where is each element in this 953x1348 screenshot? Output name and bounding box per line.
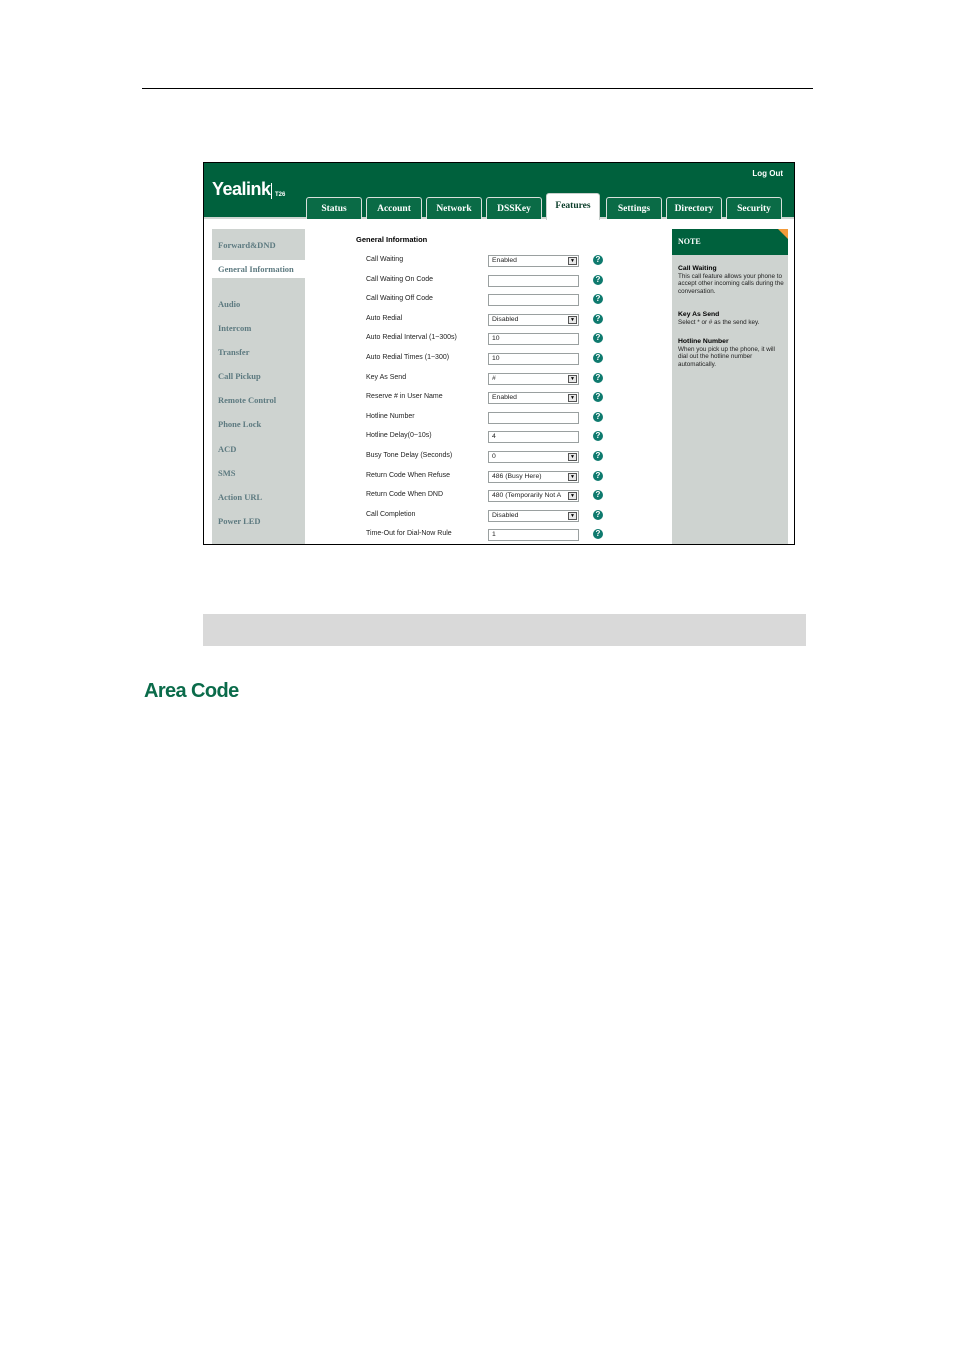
form-select[interactable]	[488, 314, 579, 326]
help-icon[interactable]: ?	[593, 255, 603, 265]
note-title: NOTE	[672, 229, 788, 255]
logout-link[interactable]: Log Out	[752, 169, 783, 178]
chevron-down-icon[interactable]: ▼	[568, 492, 577, 500]
tab-features[interactable]: Features	[546, 193, 600, 220]
form-row-label: Hotline Delay(0~10s)	[366, 432, 432, 440]
tab-network[interactable]: Network	[426, 197, 482, 219]
help-icon[interactable]: ?	[593, 275, 603, 285]
form-row-label: Hotline Number	[366, 412, 415, 420]
form-select[interactable]	[488, 392, 579, 404]
sidebar-item-acd[interactable]: ACD	[218, 444, 237, 454]
form-row-label: Return Code When DND	[366, 491, 444, 499]
form-value: 10	[492, 355, 500, 362]
sidebar-item-general-information[interactable]: General Information	[212, 260, 310, 278]
sidebar-item-forward-dnd[interactable]: Forward&DND	[218, 240, 276, 250]
note-entry-title: Key As Send	[678, 311, 720, 318]
form-value: #	[492, 374, 496, 382]
form-value: Disabled	[492, 511, 519, 519]
form-select[interactable]	[488, 255, 579, 267]
header-bar	[204, 163, 794, 219]
note-entry-title: Hotline Number	[678, 338, 729, 345]
form-value: 4	[492, 433, 496, 441]
form-row-label: Reserve # in User Name	[366, 393, 443, 401]
form-row-label: Call Completion	[366, 510, 416, 518]
help-icon[interactable]: ?	[593, 471, 603, 481]
help-icon[interactable]: ?	[593, 412, 603, 422]
sidebar-item-sms[interactable]: SMS	[218, 468, 236, 478]
form-row-label: Time-Out for Dial-Now Rule	[366, 530, 452, 538]
help-icon[interactable]: ?	[593, 529, 603, 539]
form-select[interactable]	[488, 490, 579, 502]
help-icon[interactable]: ?	[593, 353, 603, 363]
form-row-label: Key As Send	[366, 373, 407, 381]
note-corner-icon	[778, 229, 788, 239]
form-row-label: Busy Tone Delay (Seconds)	[366, 452, 453, 459]
page-top-rule	[142, 88, 813, 89]
form-value: 486 (Busy Here)	[492, 472, 542, 480]
form-value: 1	[492, 531, 496, 539]
form-row-label: Auto Redial	[366, 314, 403, 322]
sidebar-item-call-pickup[interactable]: Call Pickup	[218, 371, 261, 381]
chevron-down-icon[interactable]: ▼	[568, 394, 577, 402]
form-input[interactable]	[488, 353, 579, 365]
form-select[interactable]	[488, 451, 579, 463]
tab-dsskey[interactable]: DSSKey	[486, 197, 542, 219]
section-title: General Information	[356, 235, 428, 244]
form-select[interactable]	[488, 510, 579, 522]
help-icon[interactable]: ?	[593, 294, 603, 304]
yealink-logo: Yealink	[212, 179, 271, 199]
section-heading: Area Code	[144, 680, 239, 702]
form-value: Disabled	[492, 315, 519, 323]
form-value: Enabled	[492, 394, 517, 402]
sidebar-item-intercom[interactable]: Intercom	[218, 323, 252, 333]
note-entry	[678, 311, 784, 326]
form-value: 480 (Temporarily Not A	[492, 492, 562, 500]
form-input[interactable]	[488, 431, 579, 443]
chevron-down-icon[interactable]: ▼	[568, 316, 577, 324]
help-icon[interactable]: ?	[593, 490, 603, 500]
sidebar-item-action-url[interactable]: Action URL	[218, 492, 263, 502]
settings-form	[310, 229, 666, 545]
form-row-label: Call Waiting On Code	[366, 275, 434, 283]
logo-divider	[271, 183, 272, 199]
form-input[interactable]	[488, 333, 579, 345]
note-panel	[672, 229, 788, 545]
help-icon[interactable]: ?	[593, 314, 603, 324]
note-entry-text: This call feature allows your phone to accept other incoming calls during the conversation.	[678, 272, 784, 295]
sidebar-item-remote-control[interactable]: Remote Control	[218, 395, 277, 405]
help-icon[interactable]: ?	[593, 510, 603, 520]
form-row-label: Call Waiting Off Code	[366, 295, 433, 303]
note-entry	[678, 265, 784, 295]
web-ui-screenshot	[203, 162, 795, 545]
form-input[interactable]	[488, 275, 579, 287]
form-select[interactable]	[488, 373, 579, 385]
help-icon[interactable]: ?	[593, 373, 603, 383]
tab-security[interactable]: Security	[726, 197, 782, 219]
sidebar-item-phone-lock[interactable]: Phone Lock	[218, 419, 262, 429]
sidebar-item-power-led[interactable]: Power LED	[218, 516, 261, 526]
form-row-label: Return Code When Refuse	[366, 471, 451, 479]
note-entry	[678, 338, 784, 368]
form-row-label: Auto Redial Times (1~300)	[366, 354, 450, 361]
chevron-down-icon[interactable]: ▼	[568, 473, 577, 481]
tab-status[interactable]: Status	[306, 197, 362, 219]
form-value: 10	[492, 335, 500, 343]
form-row-label: Auto Redial Interval (1~300s)	[366, 334, 457, 342]
tab-directory[interactable]: Directory	[666, 197, 722, 219]
chevron-down-icon[interactable]: ▼	[568, 453, 577, 461]
sidebar-item-transfer[interactable]: Transfer	[218, 347, 250, 357]
help-icon[interactable]: ?	[593, 451, 603, 461]
note-entry-text: When you pick up the phone, it will dial out the hotline number automatically.	[678, 345, 775, 368]
form-select[interactable]	[488, 471, 579, 483]
chevron-down-icon[interactable]: ▼	[568, 257, 577, 265]
chevron-down-icon[interactable]: ▼	[568, 512, 577, 520]
form-row-label: Call Waiting	[366, 256, 404, 263]
help-icon[interactable]: ?	[593, 333, 603, 343]
help-icon[interactable]: ?	[593, 392, 603, 402]
form-input[interactable]	[488, 294, 579, 306]
form-input[interactable]	[488, 412, 579, 424]
form-value: Enabled	[492, 257, 517, 264]
note-entry-title: Call Waiting	[678, 265, 717, 272]
form-input[interactable]	[488, 529, 579, 541]
chevron-down-icon[interactable]: ▼	[568, 375, 577, 383]
tab-settings[interactable]: Settings	[606, 197, 662, 219]
sidebar-item-audio[interactable]: Audio	[218, 299, 241, 309]
caption-bar	[203, 614, 806, 646]
help-icon[interactable]: ?	[593, 431, 603, 441]
note-entry-text: Select * or # as the send key.	[678, 318, 760, 326]
tab-account[interactable]: Account	[366, 197, 422, 219]
logo-model: T26	[275, 192, 286, 198]
form-value: 0	[492, 453, 496, 460]
